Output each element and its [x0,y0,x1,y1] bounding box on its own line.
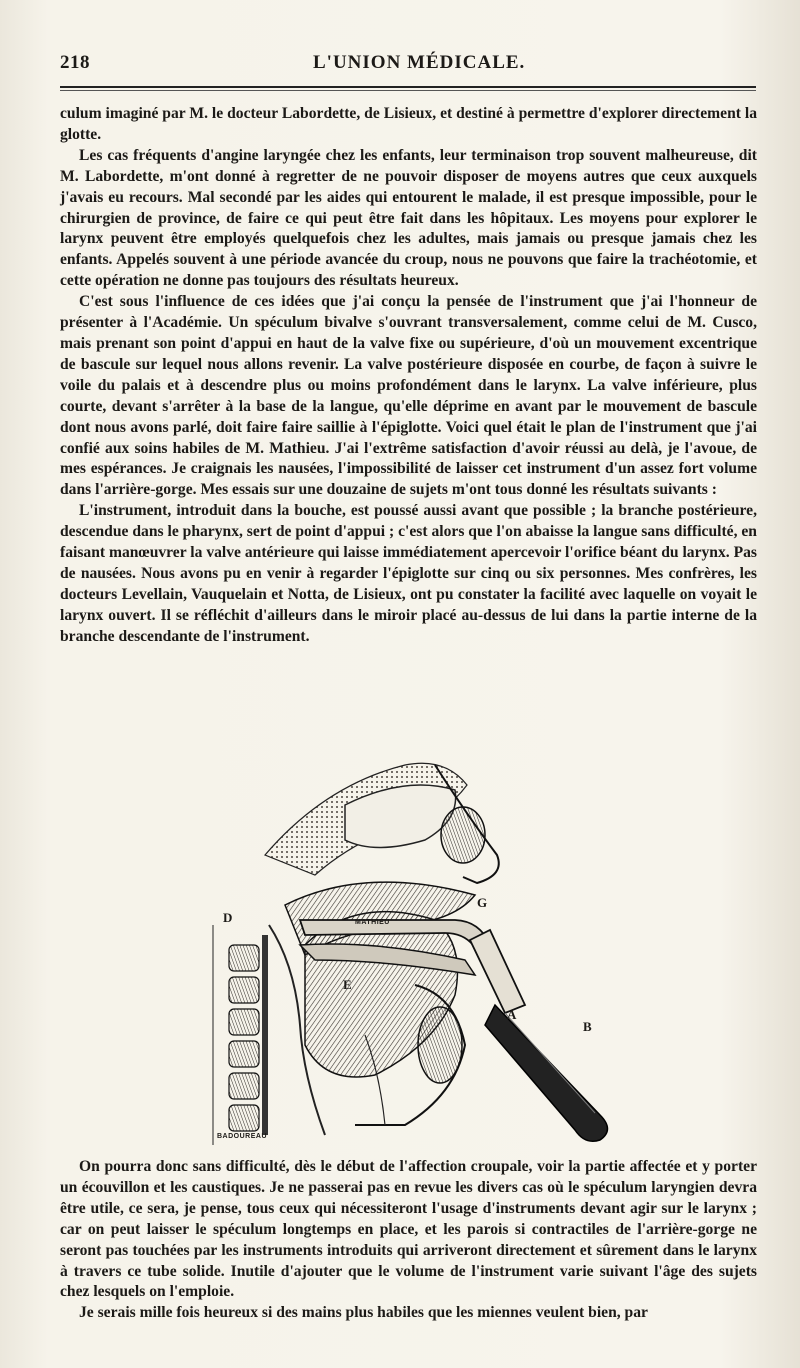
figure-label-g: G [477,895,488,910]
paragraph: C'est sous l'influence de ces idées que j'ai conçu la pensée de l'instrument que j'ai l'honneur de présenter à l'Académie. Un spéculum bivalve s'ouvrant transversalement, comme celui de M. Cusco, mais prenant son point d'appui en haut de la valve fixe ou supérieure, d'où un mouvement excentrique de bascule sur lequel nous allons revenir. La valve postérieure disposée en courbe, de façon à suivre le voile du palais et à descendre plus ou moins profondément dans le larynx. La valve inférieure, plus courte, devant s'arrêter à la base de la langue, qu'elle déprime en avant par le mouvement de bascule dont nous avons parlé, doit faire faire saillie à l'épiglotte. Voici quel était le plan de l'instrument que j'ai confié aux soins habiles de M. Mathieu. J'ai l'extrême satisfaction d'avoir réussi au delà, je l'avoue, de mes espérances. Je craignais les nausées, l'impossibilité de laisser cet instrument d'un assez fort volume dans l'arrière-gorge. Mes essais sur une douzaine de sujets m'ont tous donné les résultats suivants : [60,293,757,499]
page-header [60,48,756,82]
journal-title: L'UNION MÉDICALE. [313,52,526,73]
figure-label-b: B [583,1019,592,1034]
header-rule-thin [60,90,756,91]
anatomical-figure [205,745,625,1145]
paragraph: On pourra donc sans difficulté, dès le début de l'affection croupale, voir la partie affectée et y porter un écouvillon et les caustiques. Je ne passerai pas en revue les divers cas où le spéculum laryngien devra être utile, ce sera, je pense, tous ceux qui nécessiteront l'usage d'instruments devant agir sur le larynx ; car on peut laisser le spéculum longtemps en place, et les parois si contractiles de l'arrière-gorge ne seront pas touchées par les instruments introduits qui arriveront directement et sûrement dans le larynx à travers ce tube solide. Inutile d'ajouter que le volume de l'instrument varie suivant l'âge des sujets chez lesquels on l'emploie. [60,1158,757,1301]
page-number: 218 [60,52,90,73]
paragraph: culum imaginé par M. le docteur Labordette, de Lisieux, et destiné à permettre d'explorer directement la glotte. [60,105,757,143]
text-block-top [60,104,757,648]
paragraph: Je serais mille fois heureux si des mains plus habiles que les miennes veulent bien, par [79,1304,648,1322]
paragraph: L'instrument, introduit dans la bouche, est poussé aussi avant que possible ; la branche postérieure, descendue dans le pharynx, sert de point d'appui ; c'est alors que l'on abaisse la langue sans difficulté, en faisant manœuvrer la valve antérieure qui laisse immédiatement apercevoir l'orifice béant du larynx. Pas de nausées. Nous avons pu en venir à regarder l'épiglotte sur cinq ou six personnes. Mes confrères, les docteurs Levellain, Vauquelain et Notta, de Lisieux, ont pu constater la facilité avec laquelle on voyait le larynx ouvert. Il se réfléchit d'ailleurs dans le miroir placé au-dessus de lui dans la partie interne de la branche descendante de l'instrument. [60,502,757,645]
header-rule [60,86,756,88]
figure-label-a: A [507,1007,517,1022]
paragraph: Les cas fréquents d'angine laryngée chez les enfants, leur terminaison trop souvent malheureuse, dit M. Labordette, m'ont donné à regretter de ne pouvoir disposer de moyens autres que ceux auxquels j'avais eu recours. Mal secondé par les aides qui entourent le malade, il est presque impossible, pour le chirurgien de province, de faire ce qui peut être fait dans les hôpitaux. Les moyens pour explorer le larynx peuvent être employés quelquefois chez les adultes, mais jamais ou presque jamais chez les enfants. Appelés souvent à une période avancée du croup, nous ne pouvons que faire la trachéotomie, et cette opération ne donne pas toujours des résultats heureux. [60,146,757,290]
engraver-signature: BADOUREAU [217,1133,267,1140]
figure-label-d: D [223,910,233,925]
figure-illustration [205,745,625,1145]
instrument-maker-label: MATHIEU [355,919,390,926]
figure-label-e: E [343,977,352,992]
text-block-bottom [60,1157,757,1324]
